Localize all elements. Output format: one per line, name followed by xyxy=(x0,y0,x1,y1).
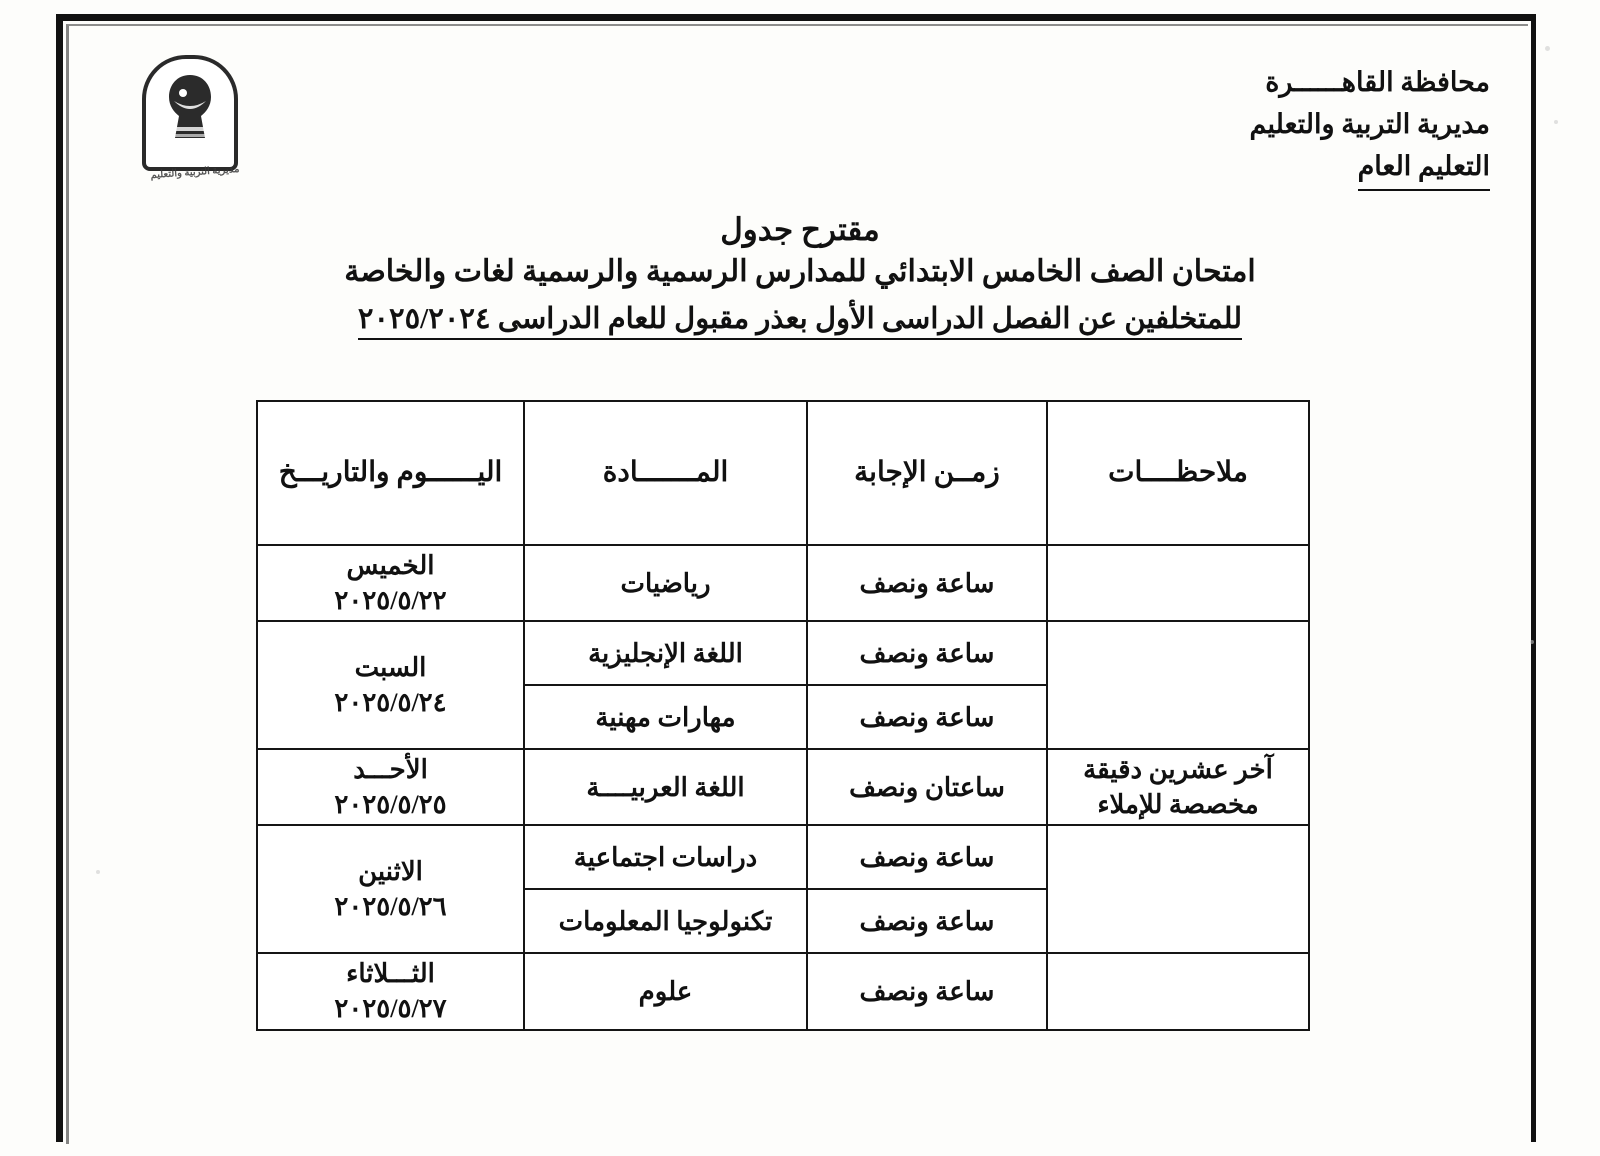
day-date: ٢٠٢٥/٥/٢٤ xyxy=(334,688,447,718)
scan-speck xyxy=(1554,120,1558,124)
day-name: الثـــلاثاء xyxy=(346,959,435,989)
table-header-row xyxy=(257,401,1309,545)
cell-time: ساعة ونصف xyxy=(807,621,1047,685)
cell-time: ساعتان ونصف xyxy=(807,749,1047,825)
org-line-1: محافظة القاهــــــرة xyxy=(1265,67,1490,97)
day-date: ٢٠٢٥/٥/٢٢ xyxy=(334,586,447,616)
scan-speck xyxy=(96,870,100,874)
table-body xyxy=(257,545,1309,1030)
column-header-time: زمــن الإجابة xyxy=(807,401,1047,545)
cell-day xyxy=(257,545,524,621)
eagle-icon xyxy=(160,71,220,149)
cell-subject: مهارات مهنية xyxy=(524,685,807,749)
cell-day xyxy=(257,953,524,1029)
day-date: ٢٠٢٥/٥/٢٧ xyxy=(334,994,447,1024)
cell-notes: آخر عشرين دقيقة مخصصة للإملاء xyxy=(1047,749,1309,825)
day-date: ٢٠٢٥/٥/٢٥ xyxy=(334,790,447,820)
title-line-3: للمتخلفين عن الفصل الدراسى الأول بعذر مقبول للعام الدراسى ٢٠٢٥/٢٠٢٤ xyxy=(358,301,1242,340)
column-header-day: اليــــــوم والتاريـــخ xyxy=(257,401,524,545)
table-row xyxy=(257,825,1309,889)
column-header-notes: ملاحظــــات xyxy=(1047,401,1309,545)
cell-time: ساعة ونصف xyxy=(807,545,1047,621)
cell-subject: دراسات اجتماعية xyxy=(524,825,807,889)
letterhead xyxy=(1250,62,1490,191)
cell-notes xyxy=(1047,621,1309,749)
table-row xyxy=(257,545,1309,621)
table-row xyxy=(257,621,1309,685)
cell-notes xyxy=(1047,545,1309,621)
cell-notes xyxy=(1047,953,1309,1029)
table-row xyxy=(257,953,1309,1029)
cell-day xyxy=(257,749,524,825)
document-title xyxy=(0,212,1600,340)
cell-time: ساعة ونصف xyxy=(807,953,1047,1029)
title-line-2: امتحان الصف الخامس الابتدائي للمدارس الرسمية والرسمية لغات والخاصة xyxy=(344,255,1256,288)
cell-subject: اللغة العربيــــة xyxy=(524,749,807,825)
cell-subject: تكنولوجيا المعلومات xyxy=(524,889,807,953)
logo-caption: مديرية التربية والتعليم xyxy=(150,163,240,182)
schedule-table xyxy=(256,400,1310,1031)
cell-time: ساعة ونصف xyxy=(807,889,1047,953)
day-name: الاثنين xyxy=(358,857,423,887)
ministry-logo xyxy=(130,55,260,220)
title-line-1: مقترح جدول xyxy=(720,212,880,247)
exam-schedule xyxy=(258,400,1310,1031)
table-row xyxy=(257,749,1309,825)
day-name: الخميس xyxy=(346,551,435,580)
cell-day xyxy=(257,825,524,953)
scan-speck xyxy=(1530,640,1534,644)
scan-speck xyxy=(1545,46,1550,51)
org-line-3: التعليم العام xyxy=(1358,146,1490,191)
shield-icon xyxy=(142,55,238,171)
day-name: الأحـــد xyxy=(353,755,428,785)
org-line-2: مديرية التربية والتعليم xyxy=(1249,108,1490,139)
column-header-subject: المـــــــادة xyxy=(524,401,807,545)
cell-time: ساعة ونصف xyxy=(807,825,1047,889)
cell-time: ساعة ونصف xyxy=(807,685,1047,749)
cell-subject: رياضيات xyxy=(524,545,807,621)
cell-subject: علوم xyxy=(524,953,807,1029)
day-date: ٢٠٢٥/٥/٢٦ xyxy=(334,892,447,922)
cell-subject: اللغة الإنجليزية xyxy=(524,621,807,685)
day-name: السبت xyxy=(354,653,427,683)
cell-notes xyxy=(1047,825,1309,953)
cell-day xyxy=(257,621,524,749)
